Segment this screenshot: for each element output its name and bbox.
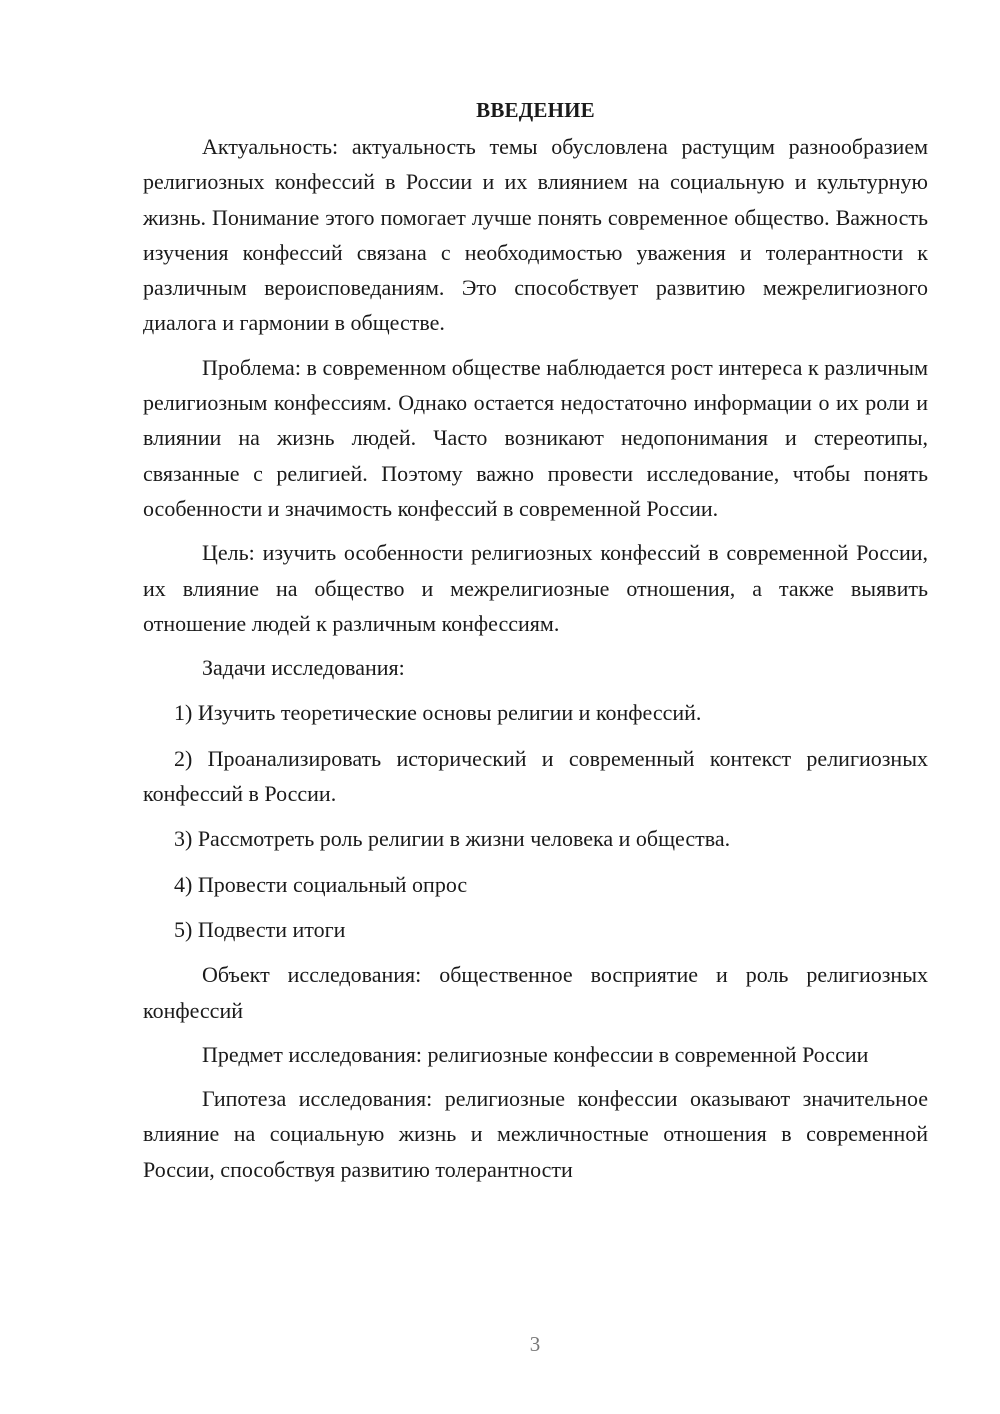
document-page <box>143 93 928 1196</box>
page-number: 3 <box>529 1332 541 1356</box>
hypothesis-paragraph: Гипотеза исследования: религиозные конфессии оказывают значительное влияние на социальную жизнь и межличностные отношения в современной России, способствуя развитию толерантности <box>143 1086 928 1182</box>
object-paragraph: Объект исследования: общественное восприятие и роль религиозных конфессий <box>143 962 928 1023</box>
goal-paragraph: Цель: изучить особенности религиозных конфессий в современной России, их влияние на общество и межрелигиозные отношения, а также выявить отношение людей к различным конфессиям. <box>143 540 928 636</box>
section-heading: ВВЕДЕНИЕ <box>476 98 595 122</box>
task-item-5: 5) Подвести итоги <box>174 916 346 942</box>
task-item-3: 3) Рассмотреть роль религии в жизни человека и общества. <box>174 826 731 852</box>
task-item-4: 4) Провести социальный опрос <box>174 871 468 897</box>
actuality-paragraph: Актуальность: актуальность темы обусловлена растущим разнообразием религиозных конфессий в России и их влиянием на социальную и культурную жизнь. Понимание этого помогает лучше понять современное общество. Важность изучения конфессий связана с необходимостью уважения и толерантности к различным вероисповеданиям. Это способствует развитию межрелигиозного диалога и гармонии в обществе. <box>143 134 928 336</box>
tasks-heading: Задачи исследования: <box>202 655 405 681</box>
task-item-2: 2) Проанализировать исторический и современный контекст религиозных конфессий в России. <box>143 745 928 807</box>
subject-paragraph: Предмет исследования: религиозные конфессии в современной России <box>202 1041 869 1067</box>
task-item-1: 1) Изучить теоретические основы религии и конфессий. <box>174 700 702 726</box>
problem-paragraph: Проблема: в современном обществе наблюдается рост интереса к различным религиозным конфессиям. Однако остается недостаточно информации о их роли и влиянии на жизнь людей. Часто возникают недопонимания и стереотипы, связанные с религией. Поэтому важно провести исследование, чтобы понять особенности и значимость конфессий в современной России. <box>143 354 928 521</box>
